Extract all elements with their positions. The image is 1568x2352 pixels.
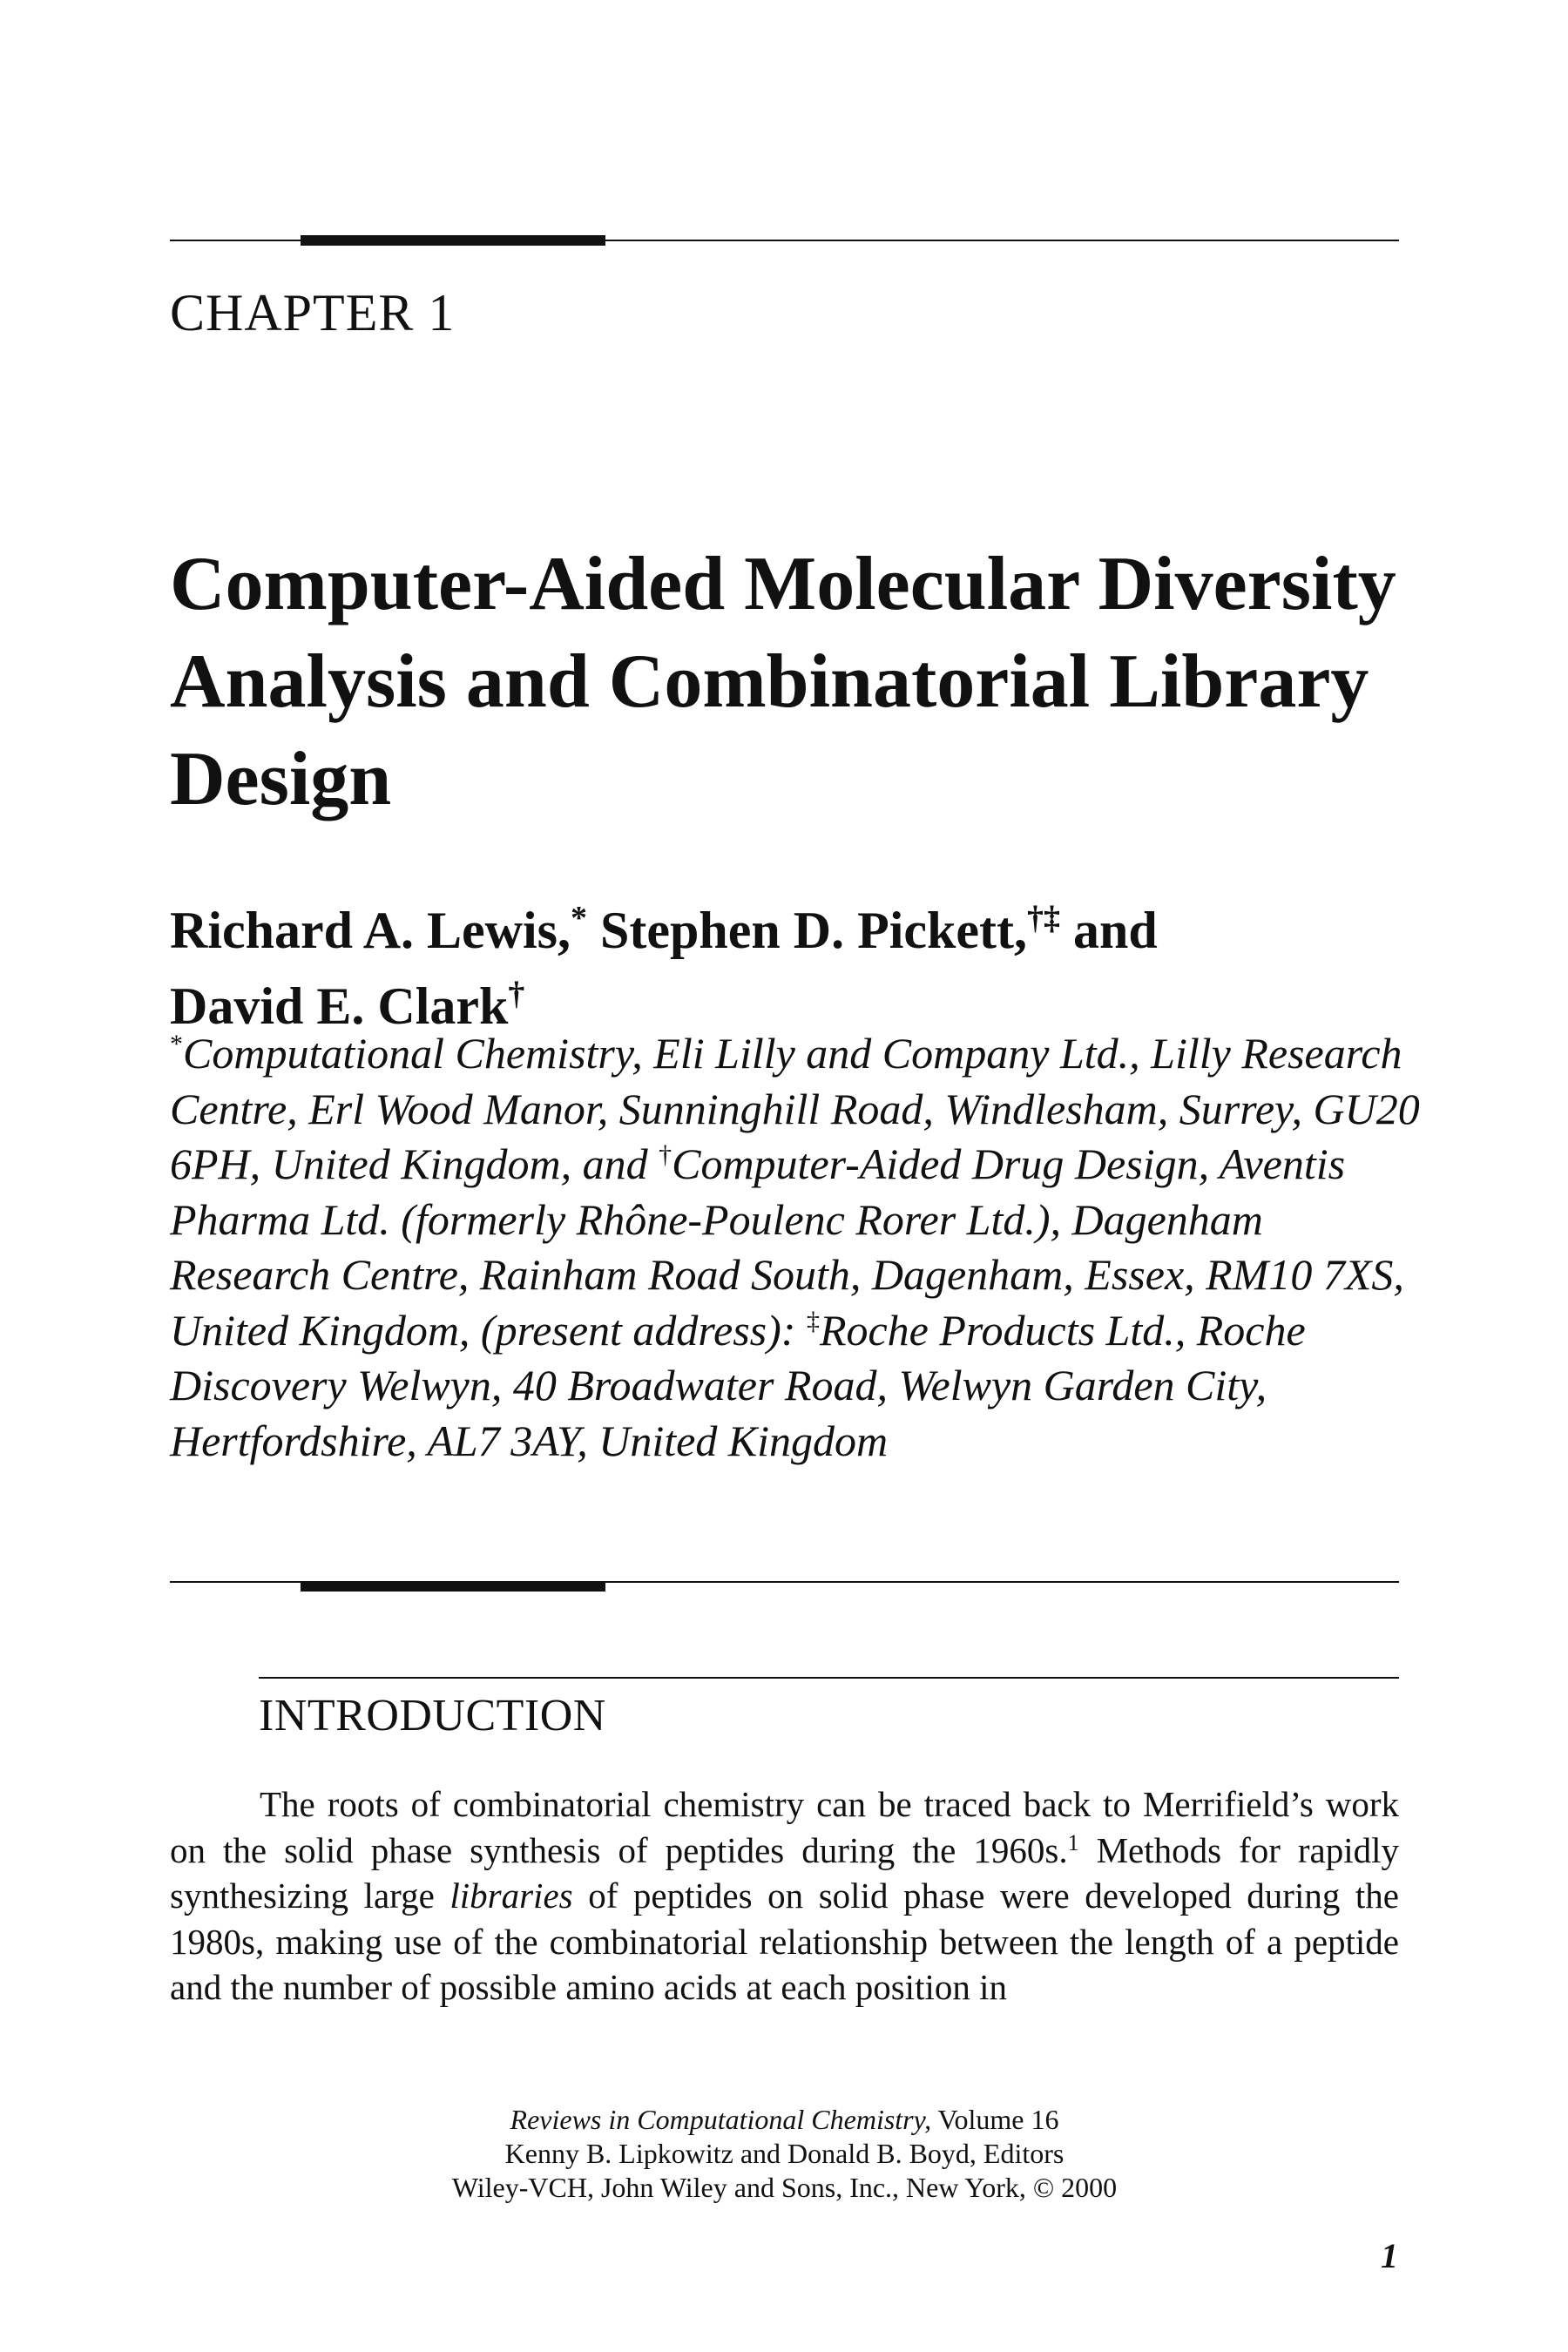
affiliation-mark: † bbox=[659, 1140, 672, 1169]
affiliation-text: Computational Chemistry, Eli Lilly and Company Ltd., Lilly Research Centre, Erl Wood Manor, Sunninghill Road, Windlesham, Surrey, GU20 6PH, United Kingdom, and bbox=[170, 1029, 1420, 1188]
footer-editors: Kenny B. Lipkowitz and Donald B. Boyd, Editors bbox=[504, 2138, 1064, 2169]
footer-series-name: Computational Chemistry, bbox=[630, 2104, 932, 2135]
author-name: Richard A. Lewis, bbox=[170, 902, 571, 959]
body-paragraph bbox=[170, 1781, 1399, 2011]
footer-volume: Volume 16 bbox=[931, 2104, 1059, 2135]
author-name: David E. Clark bbox=[170, 977, 509, 1035]
body-text-segment: Methods for rapidly synthesizing large bbox=[170, 1829, 1399, 1916]
affiliation-mark: ‡ bbox=[806, 1306, 820, 1335]
affiliation-mark: * bbox=[170, 1030, 183, 1058]
affiliation-text: Roche Products Ltd., Roche Discovery Welwyn, 40 Broadwater Road, Welwyn Garden City, Hertfordshire, AL7 3AY, United Kingdom bbox=[170, 1305, 1306, 1465]
body-emphasis: libraries bbox=[449, 1876, 573, 1916]
author-name: Stephen D. Pickett, bbox=[587, 902, 1027, 959]
body-text-segment: The roots of combinatorial chemistry can be traced back to Merrifield’s work on the solid phase synthesis of peptides during the 1960s. bbox=[170, 1784, 1399, 1870]
top-rule-accent bbox=[301, 235, 605, 246]
footer-series-line bbox=[170, 2103, 1399, 2137]
body-text-segment: of peptides on solid phase were developed during the 1980s, making use of the combinatorial relationship between the length of a peptide and the number of possible amino acids at each position in bbox=[170, 1876, 1400, 2007]
title-line-3: Design bbox=[170, 737, 392, 821]
section-heading: INTRODUCTION bbox=[259, 1691, 606, 1740]
title-line-1: Computer-Aided Molecular Diversity bbox=[170, 542, 1396, 626]
author-mark: † bbox=[508, 976, 525, 1012]
author-conjunction: and bbox=[1060, 902, 1158, 959]
chapter-title bbox=[170, 536, 1407, 828]
page-number: 1 bbox=[1381, 2236, 1398, 2275]
title-line-2: Analysis and Combinatorial Library bbox=[170, 639, 1369, 724]
author-mark: * bbox=[571, 900, 588, 936]
reference-mark: 1 bbox=[1067, 1829, 1079, 1855]
affiliation-text: Computer-Aided Drug Design, Aventis Pharma Ltd. (formerly Rhône-Poulenc Rorer Ltd.), Dagenham Research Centre, Rainham Road South, Dagenham, Essex, RM10 7XS, United Kingdom, (present address): bbox=[170, 1139, 1404, 1355]
chapter-label: CHAPTER 1 bbox=[170, 284, 456, 341]
section-rule bbox=[259, 1677, 1399, 1679]
footer-publisher: Wiley-VCH, John Wiley and Sons, Inc., New York, © 2000 bbox=[451, 2172, 1118, 2203]
author-list bbox=[170, 893, 1407, 1044]
publication-footer bbox=[170, 2103, 1399, 2205]
affiliation-block bbox=[170, 1026, 1424, 1469]
footer-series: Reviews in bbox=[510, 2104, 631, 2135]
author-mark: †‡ bbox=[1027, 900, 1060, 936]
bottom-rule-accent bbox=[301, 1581, 605, 1592]
